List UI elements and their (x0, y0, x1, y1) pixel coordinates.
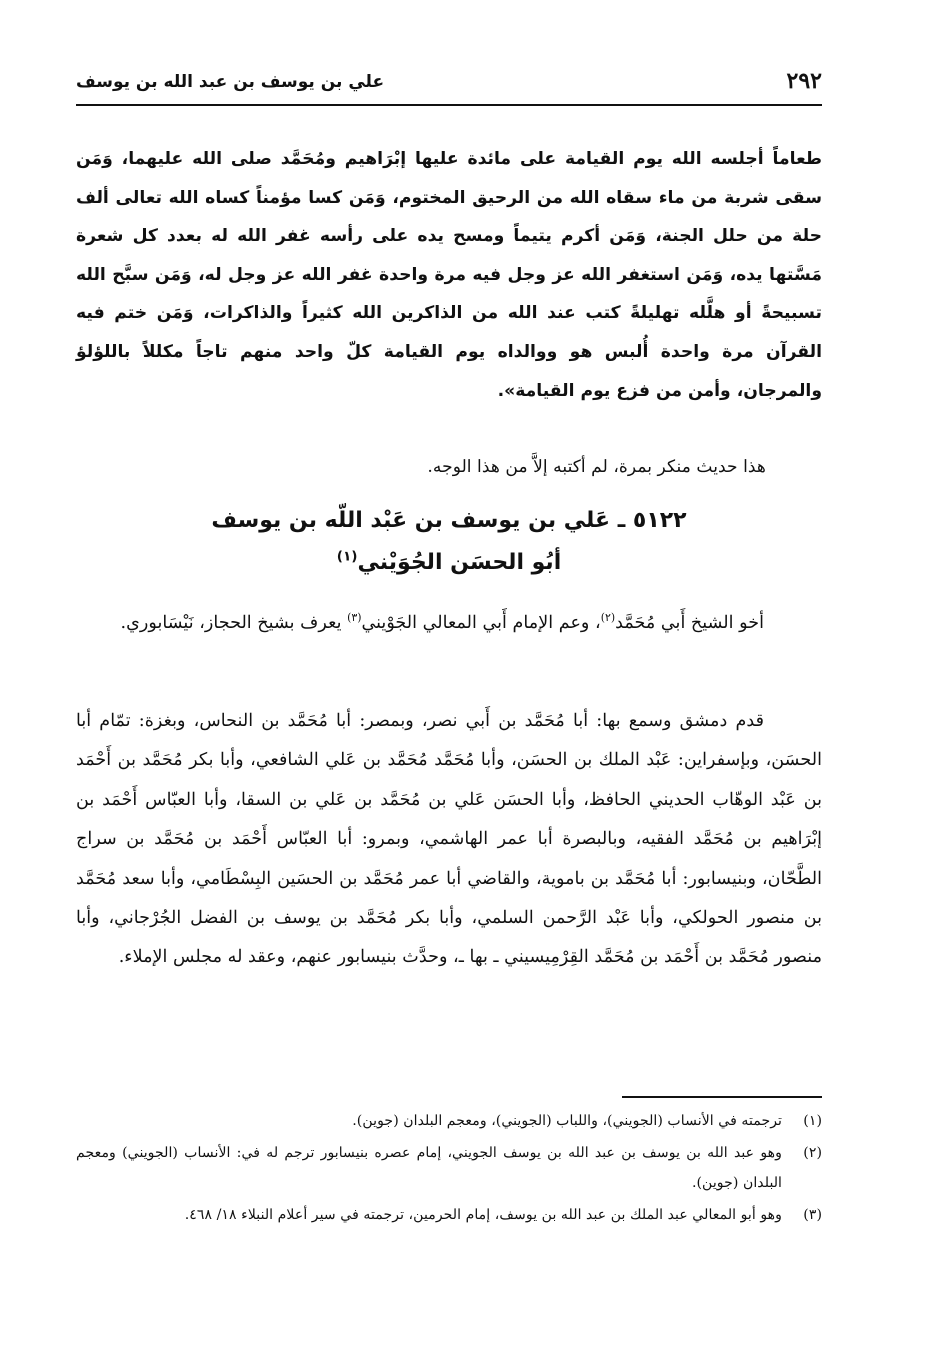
entry-heading-name: ٥١٢٢ ـ عَلي بن يوسف بن عَبْد اللّه بن يوسف (211, 508, 687, 533)
intro-text-1: أخو الشيخ أَبي مُحَمَّد (615, 613, 764, 633)
intro-paragraph (76, 604, 822, 643)
entry-heading (76, 500, 822, 584)
footnote-number: (٣) (803, 1207, 822, 1223)
page-number: ٢٩٢ (786, 68, 822, 94)
header-rule (76, 104, 822, 106)
intro-text-3: يعرف بشيخ الحجاز، نَيْسَابوري. (120, 613, 348, 633)
footnote-text: وهو عبد الله بن يوسف بن عبد الله بن يوسف الجويني، إمام عصره بنيسابور ترجم له في: الأنساب (الجويني) ومعجم البلدان (جوين). (76, 1145, 782, 1191)
footnotes (76, 1106, 822, 1232)
entry-heading-kunya-line (76, 542, 822, 584)
footnote-ref-1[interactable]: (١) (336, 548, 358, 565)
running-title: علي بن يوسف بن عبد الله بن يوسف (76, 72, 385, 92)
entry-heading-kunya: أبُو الحسَن الجُوَيْني (357, 550, 562, 575)
footnote-item (76, 1200, 822, 1230)
hadith-remark: هذا حديث منكر بمرة، لم أكتبه إلاَّ من هذا الوجه. (427, 457, 766, 477)
footnote-ref-2[interactable]: (٢) (600, 611, 616, 625)
footnote-number: (١) (803, 1113, 822, 1129)
footnote-ref-3[interactable]: (٣) (347, 611, 362, 625)
footnote-number: (٢) (803, 1145, 822, 1161)
page-header (76, 62, 822, 102)
footnote-item (76, 1138, 822, 1198)
footnote-separator (622, 1096, 822, 1098)
intro-text-2: ، وعم الإمام أَبي المعالي الجَوْيني (361, 613, 601, 633)
hadith-continuation-paragraph: طعاماً أجلسه الله يوم القيامة على مائدة عليها إبْرَاهيم ومُحَمَّد صلى الله عليهما، وَمَن سقى شربة من ماء سقاه الله من الرحيق المختوم، وَمَن كسا مؤمناً كساه الله تعالى ألف حلة من حلل الجنة، وَمَن أكرم يتيماً ومسح يده على رأسه غفر الله له بعدد كل شعرة مَسَّتها يده، وَمَن استغفر الله عز وجل فيه مرة واحدة غفر الله عز وجل له، وَمَن سبَّح الله تسبيحةً أو هلَّله تهليلةً كتب عند الله من الذاكرين الله كثيراً والذاكرات، وَمَن ختم فيه القرآن مرة واحدة أُلبس هو ووالداه يوم القيامة كلّ واحد منهم تاجاً مكللاً باللؤلؤ والمرجان، وأمن من فزع يوم القيامة». (76, 149, 822, 401)
footnote-text: ترجمته في الأنساب (الجويني)، واللباب (الجويني)، ومعجم البلدان (جوين). (352, 1113, 782, 1129)
narration-paragraph: قدم دمشق وسمع بها: أبا مُحَمَّد بن أَبي نصر، وبمصر: أبا مُحَمَّد بن النحاس، وبغزة: تمّام أبا الحسَن، وبإسفراين: عَبْد الملك بن الحسَن، وأبا مُحَمَّد مُحَمَّد بن عَلي الشافعي، وأبا بكر مُحَمَّد بن أَحْمَد بن عَبْد الوهّاب الحديني الحافظ، وأبا الحسَن عَلي بن مُحَمَّد بن عَلي بن السقا، وأبا العبّاس أَحْمَد بن إبْرَاهيم بن مُحَمَّد الفقيه، وبالبصرة أبا عمر الهاشمي، وبمرو: أبا العبّاس أَحْمَد بن مُحَمَّد بن سراج الطَّحّان، وبنيسابور: أبا مُحَمَّد بن باموية، والقاضي أبا عمر مُحَمَّد بن الحسَين البِسْطَامي، وأبا سعد مُحَمَّد بن منصور الحولكي، وأبا عَبْد الرَّحمن السلمي، وأبا بكر مُحَمَّد بن يوسف بن الفضل الجُرْجاني، وأبا منصور مُحَمَّد بن أَحْمَد بن مُحَمَّد القِرْمِيسيني ـ بها ـ، وحدَّث بنيسابور عنهم، وعقد له مجلس الإملاء. (76, 711, 822, 968)
footnote-text: وهو أبو المعالي عبد الملك بن عبد الله بن يوسف، إمام الحرمين، ترجمته في سير أعلام النبلاء ١٨/ ٤٦٨. (184, 1207, 782, 1223)
footnote-item (76, 1106, 822, 1136)
